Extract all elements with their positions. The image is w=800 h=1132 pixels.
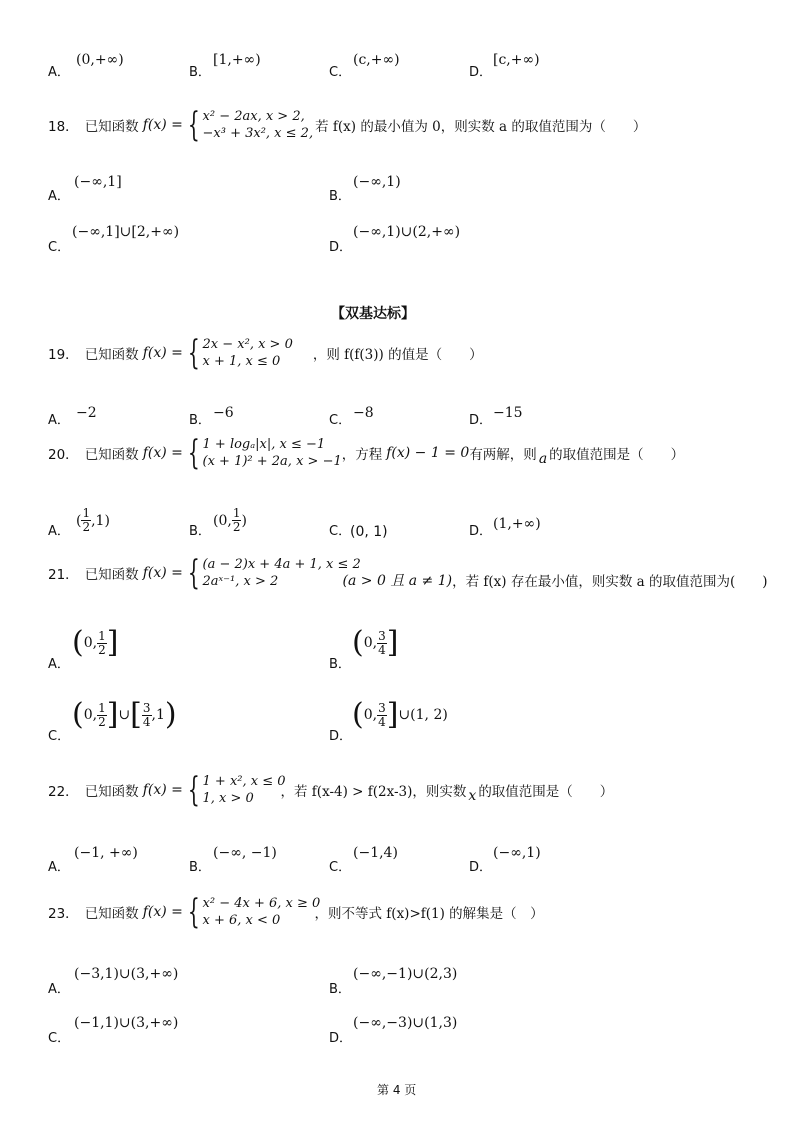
q23-option-d-letter: D． (329, 1031, 353, 1046)
question-tail: 若 f(x) 的最小值为 0，则实数 a 的取值范围为（ ） (315, 119, 647, 135)
q19-stem (48, 333, 483, 373)
function-name: f(x) = (142, 445, 183, 461)
denominator: 2 (232, 520, 241, 534)
close-part: ,1) (91, 512, 110, 529)
numerator: 1 (82, 506, 91, 520)
open-paren: ( (352, 625, 364, 660)
q23-option-c-letter: C． (48, 1031, 71, 1046)
fraction (97, 630, 107, 657)
case-2: x + 6, x < 0 (202, 913, 281, 928)
q21-option-a[interactable] (72, 625, 119, 660)
q19-option-d[interactable]: −15 (493, 405, 523, 421)
q20-stem (48, 433, 685, 473)
q17-option-b-letter: B． (189, 65, 211, 80)
q21-option-c-letter: C． (48, 729, 71, 744)
case-2: (x + 1)² + 2a, x > −1 (202, 454, 342, 469)
question-tail-2: 的取值范围是（ ） (478, 784, 614, 800)
section-title: 【双基达标】 (331, 306, 415, 322)
question-lead: 已知函数 (84, 347, 139, 363)
question-tail: ，则不等式 f(x)>f(1) 的解集是（ ） (314, 906, 544, 922)
brace-icon: { (187, 770, 200, 810)
question-lead: 已知函数 (84, 567, 139, 583)
q17-option-b[interactable]: [1,+∞) (213, 52, 261, 68)
numerator: 1 (98, 700, 106, 715)
question-number: 19． (48, 347, 79, 363)
q22-stem (48, 770, 614, 810)
open-bracket: [ (130, 697, 142, 732)
q18-option-c-letter: C． (48, 240, 71, 255)
interval-start: 0, (363, 635, 378, 651)
brace-icon: { (187, 892, 200, 932)
q18-option-b[interactable]: (−∞,1) (353, 174, 401, 190)
q22-option-a-letter: A． (48, 860, 70, 875)
q19-option-a[interactable]: −2 (76, 405, 97, 421)
case-1: 1 + x², x ≤ 0 (202, 774, 286, 789)
q18-option-a[interactable]: (−∞,1] (74, 174, 122, 190)
numerator: 3 (142, 700, 151, 715)
interval-end: ,1 (151, 707, 165, 723)
fraction (377, 702, 387, 729)
numerator: 3 (378, 628, 386, 643)
q20-option-b-letter: B． (189, 524, 211, 539)
interval-start: 0, (363, 707, 378, 723)
question-lead: 已知函数 (84, 784, 139, 800)
q21-option-d-letter: D． (329, 729, 353, 744)
fraction (81, 507, 91, 534)
close-paren: ) (241, 512, 247, 529)
fraction (97, 702, 107, 729)
q17-option-c[interactable]: (c,+∞) (353, 52, 400, 68)
brace-icon: { (187, 333, 200, 373)
condition: (a > 0 且 a ≠ 1) (342, 573, 453, 589)
q22-option-b-letter: B． (189, 860, 211, 875)
q23-stem (48, 892, 544, 932)
close-bracket: ] (386, 625, 399, 660)
function-name: f(x) = (142, 782, 183, 798)
close-bracket: ] (386, 697, 399, 732)
piecewise-definition (183, 553, 361, 593)
case-2: x + 1, x ≤ 0 (202, 354, 281, 369)
close-bracket: ] (106, 625, 119, 660)
case-2: 2aˣ⁻¹, x > 2 (202, 574, 279, 589)
q21-option-b-letter: B． (329, 657, 351, 672)
question-lead: 已知函数 (84, 447, 139, 463)
q23-option-a[interactable]: (−3,1)∪(3,+∞) (74, 966, 179, 982)
q19-option-b-letter: B． (189, 413, 211, 428)
open-paren: ( (352, 697, 364, 732)
union-symbol: ∪ (118, 707, 131, 723)
numerator: 3 (378, 700, 386, 715)
q17-option-d-letter: D． (469, 65, 493, 80)
page-number: 第 4 页 (377, 1083, 417, 1097)
q20-option-c-letter: C． (329, 524, 352, 539)
question-tail: ，则 f(f(3)) 的值是（ ） (312, 347, 483, 363)
denominator: 4 (378, 714, 386, 729)
q21-option-a-letter: A． (48, 657, 70, 672)
q20-option-d-letter: D． (469, 524, 493, 539)
q20-option-c[interactable]: (0, 1) (350, 524, 388, 540)
question-number: 18． (48, 119, 79, 135)
q23-option-a-letter: A． (48, 982, 70, 997)
equation: f(x) − 1 = 0 (386, 445, 470, 461)
denominator: 4 (378, 642, 386, 657)
q21-option-d[interactable] (352, 697, 448, 732)
q17-option-a[interactable]: (0,+∞) (76, 52, 124, 68)
open-paren: ( (72, 697, 84, 732)
q22-option-c-letter: C． (329, 860, 352, 875)
q20-option-d[interactable]: (1,+∞) (493, 516, 541, 532)
q21-option-b[interactable] (352, 625, 399, 660)
numerator: 1 (98, 628, 106, 643)
interval-start: 0, (83, 635, 98, 651)
open-paren: ( (72, 625, 84, 660)
case-2: 1, x > 0 (202, 791, 254, 806)
denominator: 2 (82, 520, 91, 534)
question-number: 22． (48, 784, 79, 800)
q19-option-c-letter: C． (329, 413, 352, 428)
variable-x: x (468, 788, 477, 804)
brace-icon: { (187, 553, 200, 593)
brace-icon: { (187, 433, 200, 473)
variable-a: a (538, 451, 548, 467)
brace-icon: { (187, 105, 200, 145)
close-bracket: ] (106, 697, 119, 732)
q19-option-c[interactable]: −8 (353, 405, 374, 421)
q17-option-a-letter: A． (48, 65, 70, 80)
fraction (377, 630, 387, 657)
case-1: x² − 4x + 6, x ≥ 0 (202, 896, 321, 911)
q19-option-d-letter: D． (469, 413, 493, 428)
case-1: x² − 2ax, x > 2, (202, 109, 305, 124)
question-number: 21． (48, 567, 79, 583)
fraction (142, 702, 152, 729)
q19-option-b[interactable]: −6 (213, 405, 234, 421)
function-name: f(x) = (142, 117, 183, 133)
q22-option-b[interactable]: (−∞, −1) (213, 845, 277, 861)
interval-end: ∪(1, 2) (398, 707, 448, 723)
question-lead: 已知函数 (84, 119, 139, 135)
question-number: 20． (48, 447, 79, 463)
denominator: 2 (98, 642, 106, 657)
question-tail-1: ，若 f(x-4) > f(2x-3)，则实数 (280, 784, 467, 800)
q19-option-a-letter: A． (48, 413, 70, 428)
q18-stem (48, 105, 647, 145)
q23-option-d[interactable]: (−∞,−3)∪(1,3) (353, 1015, 458, 1031)
piecewise-definition (183, 770, 286, 810)
question-tail-1: ，方程 (341, 447, 383, 463)
q21-stem (48, 553, 768, 593)
piecewise-definition (183, 105, 314, 145)
q18-option-b-letter: B． (329, 189, 351, 204)
q18-option-a-letter: A． (48, 189, 70, 204)
question-number: 23． (48, 906, 79, 922)
denominator: 4 (142, 714, 151, 729)
case-2: −x³ + 3x², x ≤ 2, (202, 126, 314, 141)
piecewise-definition (183, 892, 321, 932)
q22-option-c[interactable]: (−1,4) (353, 845, 398, 861)
q23-option-c[interactable]: (−1,1)∪(3,+∞) (74, 1015, 179, 1031)
close-paren: ) (164, 697, 177, 732)
q22-option-d-letter: D． (469, 860, 493, 875)
case-1: 2x − x², x > 0 (202, 337, 293, 352)
q17-option-d[interactable]: [c,+∞) (493, 52, 540, 68)
function-name: f(x) = (142, 565, 183, 581)
q22-option-a[interactable]: (−1, +∞) (74, 845, 138, 861)
fraction (232, 507, 242, 534)
piecewise-definition (183, 333, 293, 373)
denominator: 2 (98, 714, 106, 729)
function-name: f(x) = (142, 345, 183, 361)
q20-option-b[interactable] (213, 507, 247, 534)
piecewise-definition (183, 433, 342, 473)
q21-option-c[interactable] (72, 697, 177, 732)
q23-option-b-letter: B． (329, 982, 351, 997)
open-paren: ( (76, 512, 82, 529)
q17-option-c-letter: C． (329, 65, 352, 80)
q18-option-d[interactable]: (−∞,1)∪(2,+∞) (353, 224, 461, 240)
question-lead: 已知函数 (84, 906, 139, 922)
question-tail-2: 有两解，则 (469, 447, 537, 463)
q18-option-c[interactable]: (−∞,1]∪[2,+∞) (72, 224, 180, 240)
numerator: 1 (232, 506, 241, 520)
q22-option-d[interactable]: (−∞,1) (493, 845, 541, 861)
interval-start: 0, (83, 707, 98, 723)
case-1: 1 + logₐ|x|, x ≤ −1 (202, 437, 326, 452)
question-tail: ，若 f(x) 存在最小值，则实数 a 的取值范围为( ) (452, 574, 768, 590)
case-1: (a − 2)x + 4a + 1, x ≤ 2 (202, 557, 361, 572)
q23-option-b[interactable]: (−∞,−1)∪(2,3) (353, 966, 458, 982)
function-name: f(x) = (142, 904, 183, 920)
q20-option-a-letter: A． (48, 524, 70, 539)
q18-option-d-letter: D． (329, 240, 353, 255)
question-tail-3: 的取值范围是（ ） (549, 447, 685, 463)
q20-option-a[interactable] (76, 507, 110, 534)
open-part: (0, (213, 512, 232, 529)
